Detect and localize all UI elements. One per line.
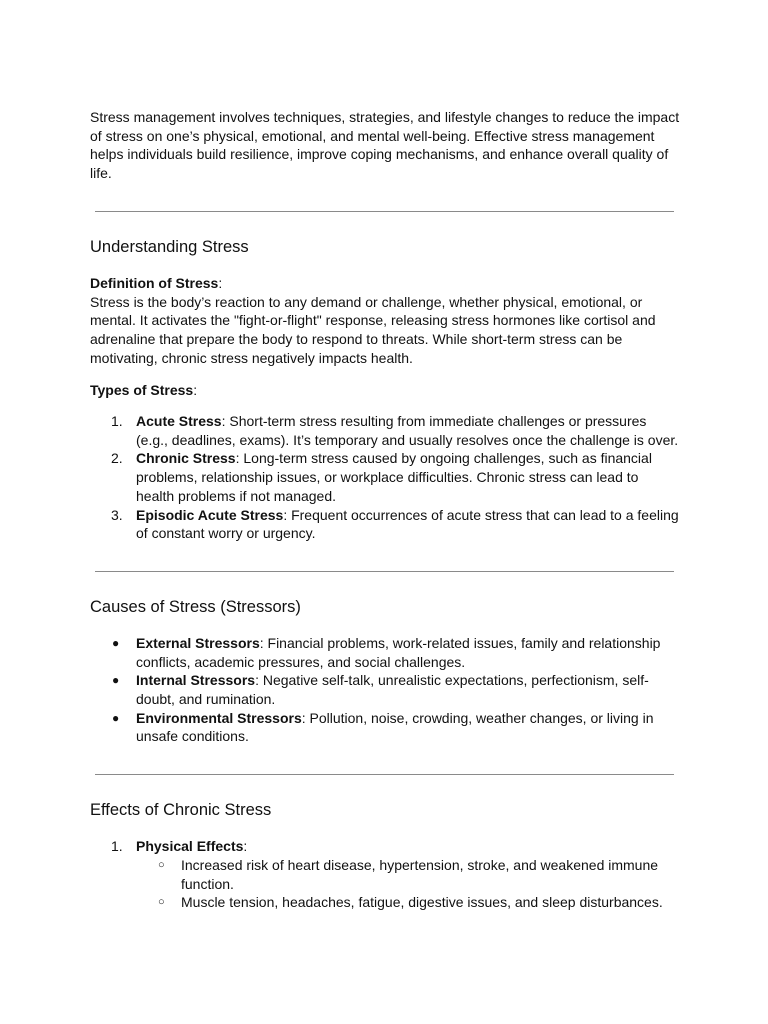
list-item-text: : Frequent occurrences of acute stress that can lead to a feeling of constant worry or urgency. bbox=[136, 506, 679, 542]
colon: : bbox=[218, 274, 223, 291]
section-divider bbox=[95, 211, 674, 212]
list-number: 2. bbox=[111, 450, 123, 467]
list-item bbox=[90, 412, 680, 449]
sub-list-item-text: Muscle tension, headaches, fatigue, digestive issues, and sleep disturbances. bbox=[181, 894, 663, 911]
bullet-icon: ● bbox=[112, 635, 120, 650]
sub-list-item bbox=[136, 893, 680, 912]
intro-paragraph: Stress management involves techniques, strategies, and lifestyle changes to reduce the impact of stress on one’s physical, emotional, and mental well-being. Effective stress management helps individuals build resilience, improve coping mechanisms, and enhance overall quality of life. bbox=[90, 109, 680, 182]
definition-label: Definition of Stress bbox=[90, 274, 219, 291]
definition-label-line bbox=[90, 274, 680, 293]
list-item-term: Environmental Stressors bbox=[136, 709, 302, 726]
bullet-icon: ● bbox=[112, 673, 120, 688]
list-number: 3. bbox=[111, 506, 123, 523]
list-item bbox=[90, 634, 680, 671]
stressors-list bbox=[90, 634, 680, 746]
document-page bbox=[90, 108, 680, 912]
effects-list bbox=[90, 837, 680, 912]
list-item-term: Internal Stressors bbox=[136, 672, 256, 689]
types-list bbox=[90, 412, 680, 543]
section-causes-of-stress bbox=[90, 596, 680, 746]
section-divider bbox=[95, 571, 674, 572]
section-effects-of-chronic-stress bbox=[90, 799, 680, 912]
circle-bullet-icon: ○ bbox=[158, 858, 165, 871]
list-item bbox=[90, 709, 680, 746]
types-label-line bbox=[90, 381, 680, 400]
definition-text: Stress is the body’s reaction to any demand or challenge, whether physical, emotional, or mental. It activates the "fight-or-flight" response, releasing stress hormones like cortisol and adrenaline that prepare the body to respond to threats. While short-term stress can be motivating, chronic stress negatively impacts health. bbox=[90, 293, 656, 366]
list-item-text: : Financial problems, work-related issues, family and relationship conflicts, academic pressures, and social challenges. bbox=[136, 634, 661, 670]
list-item-term: External Stressors bbox=[136, 634, 260, 651]
list-item bbox=[90, 837, 680, 912]
list-item-text: : bbox=[243, 838, 248, 855]
sub-list bbox=[136, 856, 680, 912]
bullet-icon: ● bbox=[112, 710, 120, 725]
list-item-text: : Negative self-talk, unrealistic expectations, perfectionism, self-doubt, and rumination. bbox=[136, 672, 649, 708]
section-heading: Causes of Stress (Stressors) bbox=[90, 597, 301, 616]
list-item-text: : Pollution, noise, crowding, weather changes, or living in unsafe conditions. bbox=[136, 709, 654, 745]
section-heading: Effects of Chronic Stress bbox=[90, 801, 272, 820]
list-item-term: Acute Stress bbox=[136, 413, 222, 430]
circle-bullet-icon: ○ bbox=[158, 896, 165, 909]
list-item bbox=[90, 449, 680, 505]
list-number: 1. bbox=[111, 413, 123, 430]
colon: : bbox=[193, 382, 198, 399]
list-item-term: Episodic Acute Stress bbox=[136, 506, 284, 523]
list-item-term: Chronic Stress bbox=[136, 450, 236, 467]
sub-list-item bbox=[136, 856, 680, 893]
list-item bbox=[90, 671, 680, 708]
types-label: Types of Stress bbox=[90, 382, 194, 399]
list-item bbox=[90, 506, 680, 543]
section-understanding-stress bbox=[90, 236, 680, 543]
list-number: 1. bbox=[111, 838, 123, 855]
list-item-text: : Short-term stress resulting from immediate challenges or pressures (e.g., deadlines, exams). It’s temporary and usually resolves once the challenge is over. bbox=[136, 413, 679, 448]
list-item-text: : Long-term stress caused by ongoing challenges, such as financial problems, relationship issues, or workplace difficulties. Chronic stress can lead to health problems if not managed. bbox=[136, 450, 652, 504]
section-divider bbox=[95, 774, 674, 775]
list-item-term: Physical Effects bbox=[136, 838, 244, 855]
sub-list-item-text: Increased risk of heart disease, hypertension, stroke, and weakened immune function. bbox=[181, 856, 659, 892]
section-heading: Understanding Stress bbox=[90, 237, 249, 256]
